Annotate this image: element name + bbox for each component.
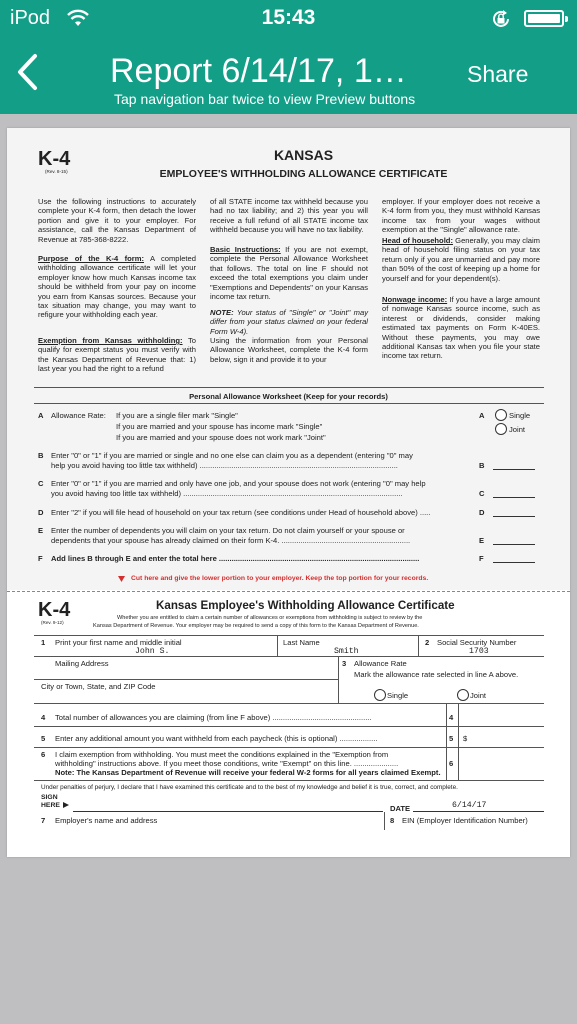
line-a-3: If you are married and your spouse does not work mark "Joint" [116,433,326,442]
cert-sub2: Kansas Department of Revenue. Your employer may be required to send a copy of this form to the Kansas Department of Revenue. [93,623,419,629]
col3-head: Head of household: Generally, you may claim head of household filing status on your tax return only if you are unmarried and pay more than 50% of the cost of keeping up a home for yourself and for your dependent(s). [382,236,540,283]
navbar-hint: Tap navigation bar twice to view Preview buttons [114,91,416,107]
divider [34,726,544,727]
date-label: DATE [390,804,411,813]
col1-intro: Use the following instructions to accurately complete your K-4 form, then detach the lower portion and give it to your employer. For assistance, call the Kansas Department of Revenue at 785-368-8222. [38,197,196,244]
f6-label: 6 [41,750,46,759]
f8-label: 8 [390,816,395,825]
col1-exempt: Exemption from Kansas withholding: To qualify for exempt status you must verify with the Kansas Department of Revenue that: 1) last year you had the right to a refund [38,336,196,374]
line-d-1: Enter "2" if you will file head of household on your tax return (see conditions under Head of household above) ..... [51,508,431,517]
cert-single-label: Single [387,691,409,700]
navigation-bar[interactable] [0,38,577,114]
divider [34,403,544,404]
line-d-blank[interactable] [493,516,535,517]
line-c-right-label: C [479,489,485,498]
first-name-value[interactable]: John S. [135,647,170,656]
date-value[interactable]: 6/14/17 [452,801,487,810]
f6-box-label: 6 [449,759,454,768]
f2-text: Social Security Number [437,638,517,647]
cert-joint-radio[interactable] [457,689,469,701]
col1-purpose: Purpose of the K-4 form: A completed withholding allowance certificate will let your employer know how much Kansas income tax should be withheld from your pay on income you earn from Kansas sources. Because your tax situation may change, you may want to refigure your withholding each year. [38,254,196,320]
line-a-text: Allowance Rate: [51,411,106,420]
k4-document[interactable] [7,128,570,857]
cut-instruction: Cut here and give the lower portion to your employer. Keep the top portion for your records. [131,575,429,582]
f6-1: I claim exemption from withholding. You must meet the conditions explained in the "Exemption from [55,750,389,759]
form-rev: (Rev. 8-15) [45,169,68,174]
cut-line [7,591,570,592]
perjury-statement: Under penalties of perjury, I declare that I have examined this certificate and to the best of my knowledge and belief it is true, correct, and complete. [41,784,458,791]
worksheet-title: Personal Allowance Worksheet (Keep for your records) [189,392,388,401]
cert-title: Kansas Employee's Withholding Allowance Certificate [156,599,455,612]
line-f-label: F [38,554,43,563]
divider [418,635,419,656]
share-button[interactable]: Share [467,61,529,87]
date-line [413,811,544,812]
f5-text: Enter any additional amount you want withheld from each paycheck (this is optional) .................. [55,734,378,743]
battery-icon [524,10,564,27]
single-label: Single [509,411,531,420]
f3-label: 3 [342,659,347,668]
line-c-label: C [38,479,44,488]
line-a-2: If you are married and your spouse has income mark "Single" [116,422,323,431]
f7-label: 7 [41,816,46,825]
joint-radio[interactable] [495,423,507,435]
line-f-1: Add lines B through E and enter the total here ............................................................................................... [51,554,420,563]
f6-2: withholding" instructions above. If you meet those conditions, write "Exempt" on this line. ..................... [55,759,399,768]
line-f-blank[interactable] [493,562,535,563]
clock: 15:43 [261,6,316,29]
city-label: City or Town, State, and ZIP Code [41,682,156,691]
here-label: HERE [41,802,60,809]
mailing-label: Mailing Address [55,659,109,668]
f4-label: 4 [41,713,46,722]
col2-note: NOTE: Your status of "Single" or "Joint" may differ from your status claimed on your federal Form W-4). [210,308,368,336]
cert-rev: (Rev. 9-12) [41,620,64,625]
f1-label: 1 [41,638,46,647]
line-a-right-label: A [479,411,485,420]
line-a-1: If you are a single filer mark "Single" [116,411,238,420]
cert-joint-label: Joint [470,691,487,700]
line-a-label: A [38,411,44,420]
f5-box-label: 5 [449,734,454,743]
line-b-label: B [38,451,44,460]
f5-label: 5 [41,734,46,743]
page-title: Report 6/14/17, 1… [110,52,407,90]
f6-3: Note: The Kansas Department of Revenue will receive your federal W-2 forms for all years claimed Exempt. [55,768,441,777]
instructions-section [7,128,570,590]
divider [34,780,544,781]
line-e-blank[interactable] [493,544,535,545]
signature-line[interactable] [73,811,383,812]
line-d-right-label: D [479,508,485,517]
f5-dollar: $ [463,734,468,743]
line-e-2: dependents that your spouse has already claimed on their form K-4. ............................................................. [51,536,411,545]
orientation-lock-icon [490,8,512,30]
sign-label: SIGN [41,794,58,801]
divider [34,635,544,636]
line-e-right-label: E [479,536,485,545]
form-code: K-4 [38,148,71,170]
f3-sub: Mark the allowance rate selected in line A above. [354,670,519,679]
line-b-1: Enter "0" or "1" if you are married or single and no one else can claim you as a dependent (entering "0" may [51,451,413,460]
col2-basic: Basic Instructions: If you are not exempt, complete the Personal Allowance Worksheet that follows. The total on line F should not exceed the total exemptions you claim under "Exemptions and Dependents" on your Kansas income tax return. [210,245,368,302]
f8-text: EIN (Employer Identification Number) [402,816,528,825]
f3-text: Allowance Rate [354,659,407,668]
f7-text: Employer's name and address [55,816,158,825]
col3-nonwage: Nonwage income: If you have a large amount of nonwage Kansas source income, such as interest or dividends, consider making estimated tax payments on Form K-40ES. Without these payments, you may owe additional Kansas tax when you file your state income tax return. [382,295,540,361]
divider [384,812,385,830]
col2-using: Using the information from your Personal Allowance Worksheet, complete the K-4 form below, sign it and provide it to your [210,336,368,364]
form-title: EMPLOYEE'S WITHHOLDING ALLOWANCE CERTIFICATE [159,168,448,180]
line-e-label: E [38,526,44,535]
f4-box-label: 4 [449,713,454,722]
divider [34,679,338,680]
line-c-1: Enter "0" or "1" if you are married and only have one job, and your spouse does not work (entering "0" may help [51,479,426,488]
ssn-value[interactable]: 1703 [469,647,489,656]
f1-text: Print your first name and middle initial [55,638,182,647]
cert-sub1: Whether you are entitled to claim a certain number of allowances or exemptions from withholding is subject to review by the [117,615,423,621]
cert-code: K-4 [38,599,71,621]
line-d-label: D [38,508,44,517]
divider [277,635,278,656]
line-b-right-label: B [479,461,485,470]
cut-arrow-icon [118,576,125,582]
f4-text: Total number of allowances you are claiming (from line F above) ............................................... [55,713,372,722]
line-b-2: help you avoid having too little tax withheld) .............................................................................................. [51,461,398,470]
cert-single-radio[interactable] [374,689,386,701]
f2-label: 2 [425,638,430,647]
divider [34,747,544,748]
col3-intro: employer. If your employer does not receive a K-4 form from you, they must withhold Kansas income tax from your wages without exemption at the "Single" allowance rate. [382,197,540,235]
divider [34,656,544,657]
divider [34,703,544,704]
status-bar [0,0,577,38]
last-name-label: Last Name [283,638,320,647]
sign-arrow-icon [63,802,69,808]
line-e-1: Enter the number of dependents you will claim on your tax return. Do not claim yourself or your spouse or [51,526,405,535]
single-radio[interactable] [495,409,507,421]
line-c-2: you avoid having too little tax withheld) ........................................................................................................ [51,489,403,498]
line-f-right-label: F [479,554,484,563]
divider [458,703,459,780]
last-name-value[interactable]: Smith [334,647,359,656]
divider [446,703,447,780]
line-b-blank[interactable] [493,469,535,470]
carrier-label: iPod [10,7,51,29]
line-c-blank[interactable] [493,497,535,498]
joint-label: Joint [509,425,526,434]
form-state: KANSAS [273,147,334,163]
divider [34,387,544,388]
divider [338,656,339,703]
col2-intro: of all STATE income tax withheld because you had no tax liability; and 2) this year you will receive a full refund of all STATE income tax withheld because you will have no tax liability. [210,197,368,235]
back-chevron-icon[interactable] [12,52,42,92]
